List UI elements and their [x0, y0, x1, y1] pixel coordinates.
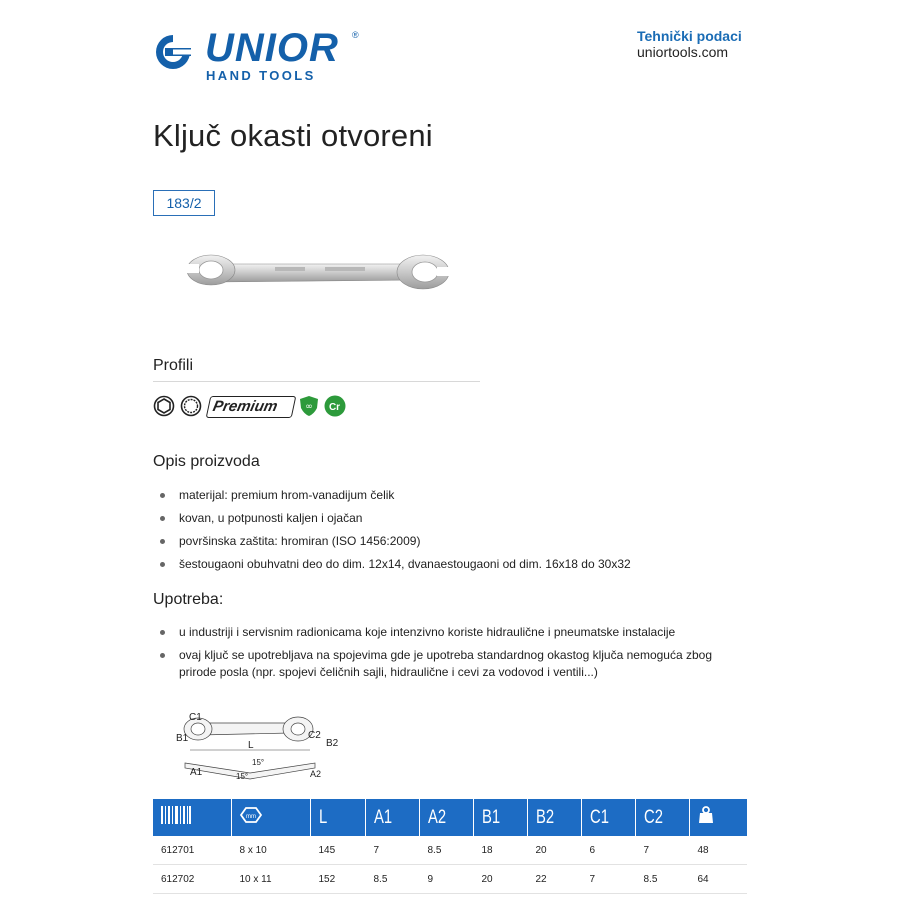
- col-l: L: [311, 799, 366, 836]
- opis-list: [160, 487, 760, 579]
- table-row: [153, 865, 747, 894]
- premium-label: Premium: [211, 398, 280, 415]
- table-cell: 8 x 10: [232, 836, 311, 865]
- label-angle-1: 15°: [252, 758, 265, 767]
- wrench-image: [185, 252, 453, 294]
- table-row: [153, 836, 747, 865]
- chrome-cr-icon: [324, 395, 346, 417]
- profili-heading: Profili: [153, 357, 194, 374]
- table-cell: 9: [420, 865, 474, 894]
- col-barcode: [153, 799, 232, 836]
- col-size: [232, 799, 311, 836]
- premium-badge: [206, 396, 297, 418]
- table-cell: 22: [528, 865, 582, 894]
- list-item: površinska zaštita: hromiran (ISO 1456:2009): [160, 533, 760, 550]
- list-item: ovaj ključ se upotrebljava na spojevima gde je upotreba standardnog okastog ključa nemoguća zbog prirode posla (npr. spojevi čeličnih sajli, hidraulične i cevi za vodovod i ventili...): [160, 647, 739, 681]
- table-cell: 6: [582, 836, 636, 865]
- table-cell: 8.5: [420, 836, 474, 865]
- table-header-row: [153, 799, 747, 836]
- weight-icon: [698, 806, 714, 824]
- website-link[interactable]: uniortools.com: [637, 44, 729, 60]
- label-l: L: [248, 740, 254, 751]
- label-c2: C2: [308, 730, 321, 741]
- table-body: [153, 836, 747, 894]
- unior-logo: [153, 26, 363, 83]
- brand-name: UNIOR: [205, 26, 339, 70]
- unior-emblem-icon: [153, 32, 193, 72]
- table-cell: 7: [582, 865, 636, 894]
- label-b1: B1: [176, 733, 189, 744]
- table-cell: 152: [311, 865, 366, 894]
- svg-text:mm: mm: [246, 813, 256, 820]
- table-cell: 20: [474, 865, 528, 894]
- profile-icons: [153, 395, 353, 419]
- barcode-icon: [161, 806, 191, 824]
- label-a2: A2: [310, 769, 322, 779]
- table-cell: 612702: [153, 865, 232, 894]
- upotreba-heading: Upotreba:: [153, 591, 224, 608]
- col-c2: C2: [636, 799, 690, 836]
- opis-heading: Opis proizvoda: [153, 453, 260, 470]
- brand-subtitle: HAND TOOLS: [206, 68, 316, 83]
- table-cell: 8.5: [366, 865, 420, 894]
- registered-mark: ®: [352, 30, 359, 40]
- specs-table: [153, 799, 747, 894]
- label-angle-2: 15°: [236, 772, 249, 781]
- col-b1: B1: [474, 799, 528, 836]
- col-b2: B2: [528, 799, 582, 836]
- table-cell: 48: [690, 836, 748, 865]
- table-cell: 7: [636, 836, 690, 865]
- col-weight: [690, 799, 748, 836]
- tech-info: [637, 28, 747, 60]
- label-c1: C1: [189, 712, 202, 723]
- list-item: materijal: premium hrom-vanadijum čelik: [160, 487, 760, 504]
- table-cell: 10 x 11: [232, 865, 311, 894]
- hex-12-point-icon: [180, 395, 202, 417]
- svg-text:∞: ∞: [305, 402, 313, 412]
- label-b2: B2: [326, 738, 339, 749]
- size-icon: [240, 806, 262, 824]
- list-item: kovan, u potpunosti kaljen i ojačan: [160, 510, 760, 527]
- hex-6-point-icon: [153, 395, 175, 417]
- table-cell: 20: [528, 836, 582, 865]
- table-cell: 7: [366, 836, 420, 865]
- table-cell: 64: [690, 865, 748, 894]
- svg-text:Cr: Cr: [328, 402, 341, 413]
- divider: [153, 381, 480, 382]
- col-a1: A1: [366, 799, 420, 836]
- product-code-badge: 183/2: [153, 190, 215, 216]
- tech-data-link[interactable]: Tehnički podaci: [637, 28, 742, 44]
- infinity-shield-icon: [298, 395, 320, 417]
- table-cell: 612701: [153, 836, 232, 865]
- table-cell: 8.5: [636, 865, 690, 894]
- label-a1: A1: [190, 767, 203, 778]
- list-item: šestougaoni obuhvatni deo do dim. 12x14, dvanaestougaoni od dim. 16x18 do 30x32: [160, 556, 760, 573]
- table-cell: 145: [311, 836, 366, 865]
- table-cell: 18: [474, 836, 528, 865]
- list-item: u industriji i servisnim radionicama koje intenzivno koriste hidraulične i pneumatske instalacije: [160, 624, 739, 641]
- upotreba-list: [160, 624, 713, 687]
- dimension-diagram: [170, 705, 370, 790]
- page-title: Ključ okasti otvoreni: [153, 118, 433, 153]
- col-a2: A2: [420, 799, 474, 836]
- col-c1: C1: [582, 799, 636, 836]
